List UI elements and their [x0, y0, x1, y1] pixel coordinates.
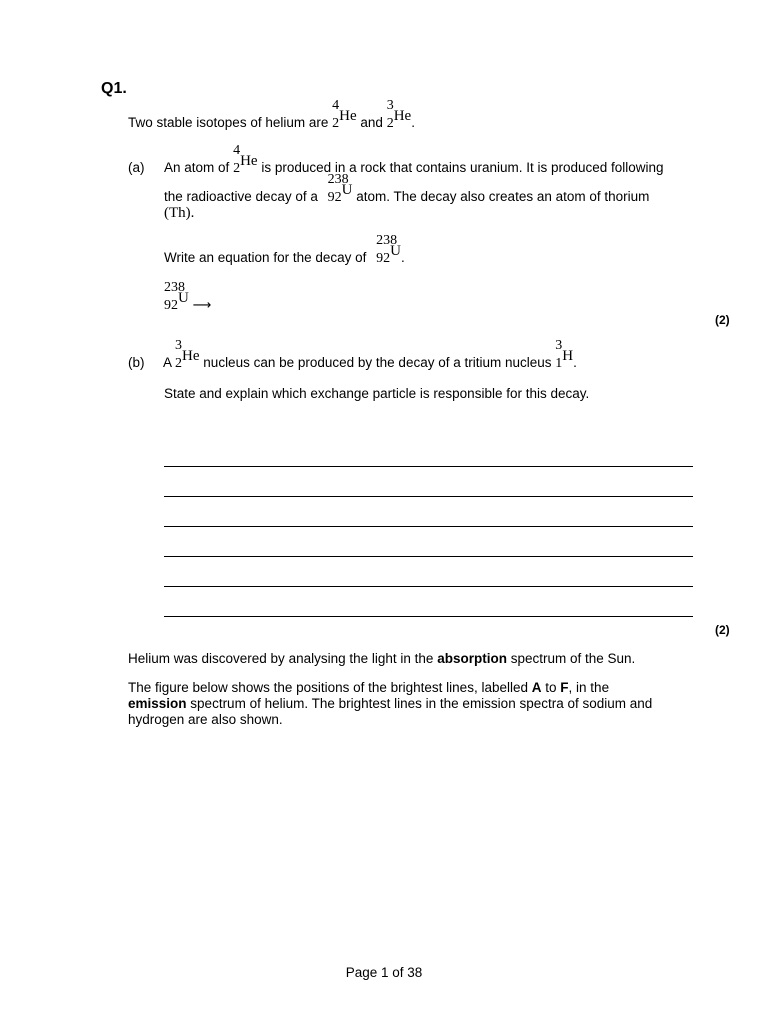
part-a-line2-post: atom. The decay also creates an atom of thorium: [356, 189, 650, 204]
absorption-paragraph: [128, 651, 688, 667]
part-b-line1-post: nucleus can be produced by the decay of a tritium nucleus: [203, 355, 552, 370]
p2-label-f: F: [560, 680, 569, 695]
part-a-line1-pre: An atom of: [164, 160, 230, 175]
nuclide-he3-b: 3 2He: [175, 338, 200, 371]
part-a-line2: [164, 172, 650, 206]
part-a-instruction: [164, 233, 405, 267]
part-a-line2-pre: the radioactive decay of a: [164, 189, 318, 204]
answer-line[interactable]: [164, 616, 693, 617]
page-number: Page 1 of 38: [345, 965, 423, 980]
part-a-line1: [164, 143, 664, 177]
reaction-arrow-icon: ⟶: [192, 298, 212, 313]
answer-line[interactable]: [164, 556, 693, 557]
answer-line[interactable]: [164, 466, 693, 467]
p2-c: , in the: [568, 680, 610, 695]
nuclide-he4-a: 4 2He: [233, 143, 258, 176]
p2-label-a: A: [531, 680, 542, 695]
part-a-label: (a): [128, 160, 145, 175]
intro-end: .: [411, 115, 415, 130]
intro-and: and: [360, 115, 383, 130]
part-a-instruction-end: .: [400, 250, 405, 265]
part-a-marks: (2): [715, 313, 730, 327]
p1-post: spectrum of the Sun.: [510, 651, 636, 666]
nuclide-u238-b: 238 92U: [376, 233, 401, 266]
part-b-instruction: State and explain which exchange particle is responsible for this decay.: [164, 386, 590, 401]
p1-pre: Helium was discovered by analysing the light in the: [128, 651, 434, 666]
part-a-instruction-pre: Write an equation for the decay of: [164, 250, 367, 265]
nuclide-h3: 3 1H: [555, 338, 574, 371]
emission-paragraph: [128, 680, 688, 728]
p2-bold: emission: [128, 696, 187, 711]
p2-to: to: [545, 680, 557, 695]
part-b-line1-pre: A: [163, 355, 172, 370]
intro-line: [128, 98, 415, 132]
answer-line[interactable]: [164, 526, 693, 527]
part-b-line1-end: .: [573, 355, 577, 370]
part-b-label: (b): [128, 355, 145, 370]
part-b-line1: [163, 338, 577, 372]
nuclide-u238-a: 238 92U: [327, 172, 353, 205]
nuclide-u238-equation: 238 92U: [164, 280, 189, 313]
answer-line[interactable]: [164, 496, 693, 497]
p2-a: The figure below shows the positions of the brightest lines, labelled: [128, 680, 528, 695]
part-b-marks: (2): [715, 623, 730, 637]
intro-text: Two stable isotopes of helium are: [128, 115, 329, 130]
part-a-line1-post: is produced in a rock that contains uranium. It is produced following: [261, 160, 664, 175]
answer-line[interactable]: [164, 586, 693, 587]
question-number: Q1.: [101, 80, 127, 97]
part-a-line3: (Th).: [164, 205, 195, 221]
nuclide-he3: 3 2He: [386, 98, 412, 131]
p1-bold: absorption: [437, 651, 507, 666]
decay-equation: [164, 280, 212, 314]
nuclide-he4: 4 2He: [332, 98, 357, 131]
p2-d: spectrum of helium. The brightest lines in the emission spectra of sodium and hydrogen are also shown.: [128, 696, 653, 727]
